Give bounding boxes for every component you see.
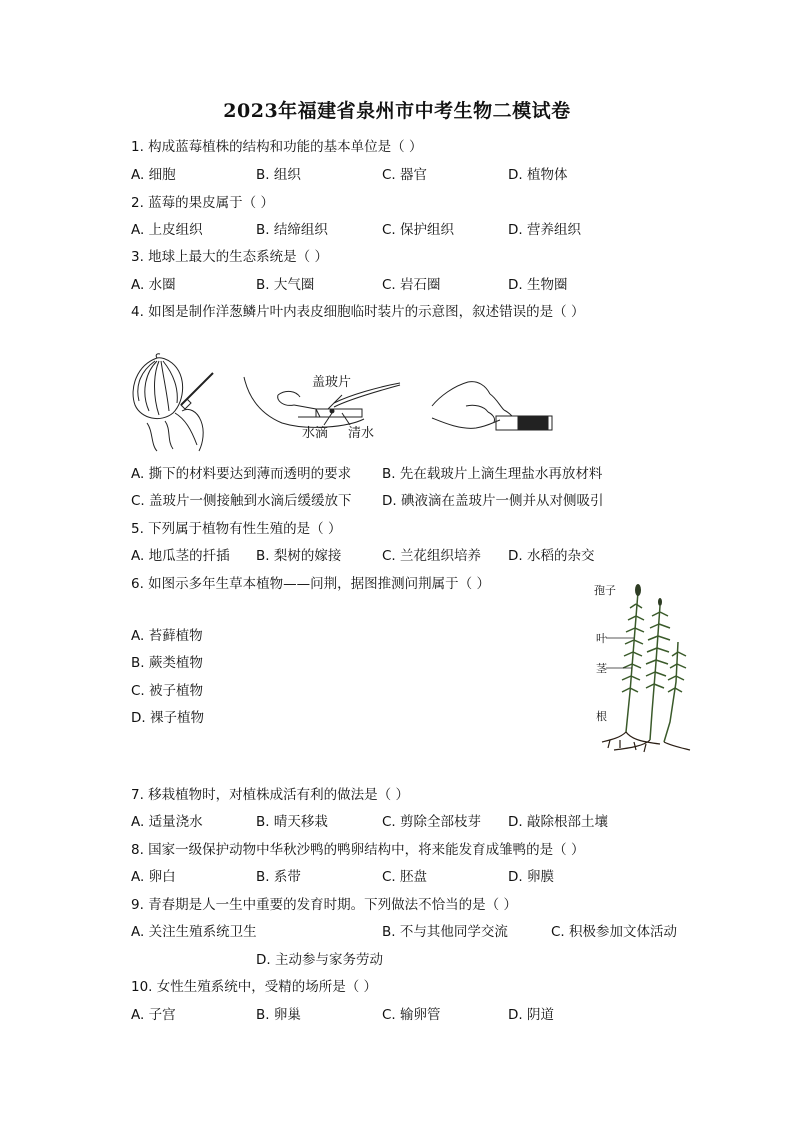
question-5-stem: 5. 下列属于植物有性生殖的是（ ） (131, 521, 342, 537)
question-6-option-d: D. 裸子植物 (131, 710, 204, 726)
question-10-option-b: B. 卵巢 (256, 1007, 301, 1023)
question-3-option-d: D. 生物圈 (508, 277, 568, 293)
question-8-option-d: D. 卵膜 (508, 869, 554, 885)
question-2-option-b: B. 结缔组织 (256, 222, 328, 238)
question-9-stem: 9. 青春期是人一生中重要的发育时期。下列做法不恰当的是（ ） (131, 897, 517, 913)
figure-label-spore: 孢子 (594, 584, 616, 597)
question-7-option-c: C. 剪除全部枝芽 (382, 814, 482, 830)
onion-peeling-figure (127, 353, 217, 453)
question-4-stem: 4. 如图是制作洋葱鳞片叶内表皮细胞临时装片的示意图，叙述错误的是（ ） (131, 304, 585, 320)
question-1-option-a: A. 细胞 (131, 167, 176, 183)
question-7-option-d: D. 敲除根部土壤 (508, 814, 608, 830)
question-2-option-a: A. 上皮组织 (131, 222, 203, 238)
question-7-stem: 7. 移栽植物时，对植株成活有利的做法是（ ） (131, 787, 409, 803)
question-6-option-a: A. 苔藓植物 (131, 628, 203, 644)
question-9-option-b: B. 不与其他同学交流 (382, 924, 508, 940)
question-8-option-b: B. 系带 (256, 869, 301, 885)
question-10-option-c: C. 输卵管 (382, 1007, 441, 1023)
question-1-option-d: D. 植物体 (508, 167, 568, 183)
question-3-option-c: C. 岩石圈 (382, 277, 441, 293)
question-4-option-d: D. 碘液滴在盖玻片一侧并从对侧吸引 (382, 493, 604, 509)
question-5-option-c: C. 兰花组织培养 (382, 548, 482, 564)
question-1-option-c: C. 器官 (382, 167, 428, 183)
question-10-option-d: D. 阴道 (508, 1007, 554, 1023)
question-4-option-c: C. 盖玻片一侧接触到水滴后缓缓放下 (131, 493, 352, 509)
question-8-option-a: A. 卵白 (131, 869, 176, 885)
question-7-option-b: B. 晴天移栽 (256, 814, 328, 830)
question-2-option-d: D. 营养组织 (508, 222, 581, 238)
staining-figure (430, 378, 560, 440)
question-10-option-a: A. 子宫 (131, 1007, 176, 1023)
question-3-stem: 3. 地球上最大的生态系统是（ ） (131, 249, 328, 265)
question-6-option-c: C. 被子植物 (131, 683, 204, 699)
figure-label-clear-water: 清水 (348, 426, 375, 441)
question-8-stem: 8. 国家一级保护动物中华秋沙鸭的鸭卵结构中，将来能发育成雏鸭的是（ ） (131, 842, 585, 858)
figure-label-cover-slip: 盖玻片 (312, 375, 352, 390)
question-10-stem: 10. 女性生殖系统中，受精的场所是（ ） (131, 979, 378, 995)
question-5-option-d: D. 水稻的杂交 (508, 548, 595, 564)
question-6-stem: 6. 如图示多年生草本植物——问荆，据图推测问荆属于（ ） (131, 576, 490, 592)
question-4-option-b: B. 先在载玻片上滴生理盐水再放材料 (382, 466, 603, 482)
figure-label-stem: 茎 (596, 662, 607, 675)
question-9-option-a: A. 关注生殖系统卫生 (131, 924, 257, 940)
question-2-option-c: C. 保护组织 (382, 222, 455, 238)
figure-label-water-drop: 水滴 (302, 426, 329, 441)
question-9-option-c: C. 积极参加文体活动 (551, 924, 678, 940)
question-4-option-a: A. 撕下的材料要达到薄而透明的要求 (131, 466, 352, 482)
question-3-option-b: B. 大气圈 (256, 277, 315, 293)
question-5-option-a: A. 地瓜茎的扦插 (131, 548, 230, 564)
question-2-stem: 2. 蓝莓的果皮属于（ ） (131, 195, 274, 211)
question-1-stem: 1. 构成蓝莓植株的结构和功能的基本单位是（ ） (131, 139, 423, 155)
question-8-option-c: C. 胚盘 (382, 869, 428, 885)
question-5-option-b: B. 梨树的嫁接 (256, 548, 342, 564)
question-3-option-a: A. 水圈 (131, 277, 176, 293)
question-6-option-b: B. 蕨类植物 (131, 655, 203, 671)
figure-label-leaf: 叶 (596, 632, 607, 645)
figure-label-root: 根 (596, 710, 607, 723)
question-1-option-b: B. 组织 (256, 167, 301, 183)
page-title: 2023年福建省泉州市中考生物二模试卷 (223, 100, 571, 122)
question-7-option-a: A. 适量浇水 (131, 814, 203, 830)
question-9-option-d: D. 主动参与家务劳动 (256, 952, 383, 968)
